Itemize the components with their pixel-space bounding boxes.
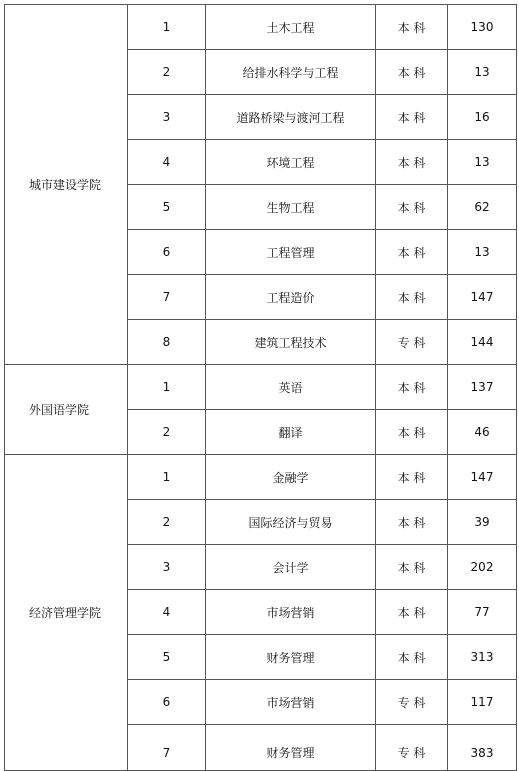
table-row	[5, 365, 517, 410]
major-name-cell: 会计学	[206, 545, 376, 590]
degree-level-cell: 本 科	[376, 230, 448, 275]
degree-level-cell: 专 科	[376, 725, 448, 771]
degree-level-cell: 本 科	[376, 500, 448, 545]
enrollment-count-cell: 13	[448, 50, 517, 95]
enrollment-count-cell: 383	[448, 725, 517, 771]
degree-level-cell: 本 科	[376, 635, 448, 680]
row-number-cell: 3	[128, 95, 206, 140]
degree-level-cell: 本 科	[376, 185, 448, 230]
table-body	[5, 5, 517, 771]
major-name-cell: 生物工程	[206, 185, 376, 230]
major-name-cell: 翻译	[206, 410, 376, 455]
degree-level-cell: 本 科	[376, 410, 448, 455]
row-number-cell: 7	[128, 725, 206, 771]
enrollment-count-cell: 77	[448, 590, 517, 635]
major-name-cell: 工程造价	[206, 275, 376, 320]
enrollment-count-cell: 202	[448, 545, 517, 590]
major-name-cell: 国际经济与贸易	[206, 500, 376, 545]
enrollment-count-cell: 144	[448, 320, 517, 365]
college-name-cell: 城市建设学院	[5, 5, 128, 365]
major-name-cell: 市场营销	[206, 680, 376, 725]
row-number-cell: 2	[128, 50, 206, 95]
major-name-cell: 土木工程	[206, 5, 376, 50]
enrollment-count-cell: 13	[448, 230, 517, 275]
enrollment-count-cell: 46	[448, 410, 517, 455]
college-name-cell: 外国语学院	[5, 365, 128, 455]
major-name-cell: 道路桥梁与渡河工程	[206, 95, 376, 140]
row-number-cell: 5	[128, 185, 206, 230]
major-name-cell: 英语	[206, 365, 376, 410]
degree-level-cell: 本 科	[376, 545, 448, 590]
table-row	[5, 455, 517, 500]
row-number-cell: 1	[128, 455, 206, 500]
enrollment-count-cell: 147	[448, 455, 517, 500]
row-number-cell: 4	[128, 140, 206, 185]
major-name-cell: 工程管理	[206, 230, 376, 275]
row-number-cell: 1	[128, 5, 206, 50]
table-row	[5, 5, 517, 50]
enrollment-count-cell: 39	[448, 500, 517, 545]
enrollment-count-cell: 13	[448, 140, 517, 185]
enrollment-count-cell: 16	[448, 95, 517, 140]
enrollment-count-cell: 130	[448, 5, 517, 50]
major-name-cell: 市场营销	[206, 590, 376, 635]
enrollment-count-cell: 313	[448, 635, 517, 680]
enrollment-count-cell: 62	[448, 185, 517, 230]
degree-level-cell: 本 科	[376, 275, 448, 320]
major-name-cell: 财务管理	[206, 725, 376, 771]
enrollment-count-cell: 137	[448, 365, 517, 410]
major-name-cell: 金融学	[206, 455, 376, 500]
row-number-cell: 2	[128, 500, 206, 545]
major-name-cell: 环境工程	[206, 140, 376, 185]
major-name-cell: 财务管理	[206, 635, 376, 680]
degree-level-cell: 本 科	[376, 590, 448, 635]
degree-level-cell: 本 科	[376, 50, 448, 95]
degree-level-cell: 专 科	[376, 320, 448, 365]
degree-level-cell: 本 科	[376, 455, 448, 500]
degree-level-cell: 本 科	[376, 5, 448, 50]
row-number-cell: 4	[128, 590, 206, 635]
enrollment-count-cell: 117	[448, 680, 517, 725]
row-number-cell: 6	[128, 680, 206, 725]
row-number-cell: 1	[128, 365, 206, 410]
row-number-cell: 3	[128, 545, 206, 590]
college-name-cell: 经济管理学院	[5, 455, 128, 771]
degree-level-cell: 本 科	[376, 140, 448, 185]
row-number-cell: 8	[128, 320, 206, 365]
major-name-cell: 给排水科学与工程	[206, 50, 376, 95]
row-number-cell: 2	[128, 410, 206, 455]
enrollment-count-cell: 147	[448, 275, 517, 320]
degree-level-cell: 本 科	[376, 95, 448, 140]
degree-level-cell: 专 科	[376, 680, 448, 725]
row-number-cell: 7	[128, 275, 206, 320]
enrollment-table	[4, 4, 517, 771]
row-number-cell: 6	[128, 230, 206, 275]
major-name-cell: 建筑工程技术	[206, 320, 376, 365]
row-number-cell: 5	[128, 635, 206, 680]
degree-level-cell: 本 科	[376, 365, 448, 410]
